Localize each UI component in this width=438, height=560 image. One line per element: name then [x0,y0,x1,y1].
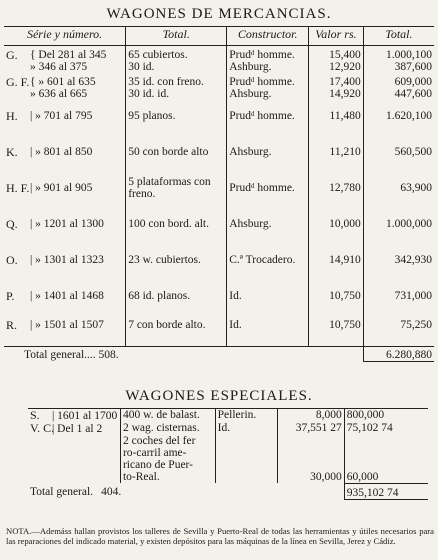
total-cell-line: 30 id. id. [128,88,170,100]
table-row [4,316,434,346]
serie-cell [4,136,126,172]
total-cell [120,435,215,483]
serie-letter: H. [6,109,18,123]
serie-cell [4,46,126,74]
total-amount-cell [363,73,434,100]
valor-cell-line: 11,210 [329,146,361,158]
total-general-text: Total general. [30,486,94,498]
valor-cell [309,100,364,136]
serie-range [30,290,104,302]
table-row [4,172,434,208]
serie-cell [4,100,126,136]
total-cell-line: 2 coches del fer [122,435,196,447]
total-cell-line: ro-carril ame- [122,447,187,459]
serie-letter: V. C. [30,421,55,435]
serie-cell [4,208,126,244]
total-amount-cell: 60,000 [344,435,428,483]
serie-letter: S. [30,408,40,422]
total-cell-line: ricano de Puer- [122,459,193,471]
total-general-count: 404. [101,486,122,498]
serie-range [30,218,104,230]
constructor-cell [227,316,309,346]
total-cell-line: freno. [128,188,156,200]
total-cell-line: 35 id. con freno. [128,76,204,88]
total-cell-line: 68 id. planos. [128,290,191,302]
total-cell [126,208,227,244]
total-general-value: 935,102 74 [344,483,428,499]
valor-cell-line: 12,780 [329,182,361,194]
valor-cell-line: 10,000 [329,218,361,230]
header-serie: Série y número. [4,27,126,46]
serie-range [30,110,92,122]
total-amount-cell-line: 731,000 [394,290,432,302]
total-cell [126,136,227,172]
total-cell-line: 23 w. cubiertos. [128,254,201,266]
total-amount-cell-line: 63,900 [400,182,432,194]
title-wagones-mercancias: WAGONES DE MERCANCIAS. [106,6,332,22]
total-amount-cell-line: 1.620,100 [386,110,432,122]
valor-cell: 30,000 [278,435,345,483]
valor-cell-line: 15,400 [329,49,361,61]
table-row [28,409,428,423]
serie-range [30,49,106,73]
serie-range [30,182,92,194]
table-row [28,435,428,483]
total-amount-cell: 75,102 74 [344,422,428,435]
serie-letter: H. F. [6,181,30,195]
serie-range [30,254,104,266]
total-cell-line: 50 con borde alto [128,146,209,158]
serie-range-line: | » 901 al 905 [30,182,93,194]
header-constructor: Constructor. [227,27,309,46]
constructor-cell [227,136,309,172]
constructor-cell [227,46,309,74]
serie-range-line: | » 1201 al 1300 [30,218,104,230]
serie-letter: R. [6,318,18,332]
total-amount-cell [363,172,434,208]
serie-letter: K. [6,145,18,159]
serie-cell [28,422,120,435]
serie-letter: G. F. [6,75,30,89]
valor-cell: 37,551 27 [278,422,345,435]
constructor-cell [227,280,309,316]
total-cell [120,409,215,423]
table-header [4,27,434,46]
total-amount-cell [363,100,434,136]
total-amount-cell [363,280,434,316]
total-cell-line: 100 con bord. alt. [128,218,209,230]
table-row [4,136,434,172]
valor-cell-line: 11,480 [329,110,361,122]
valor-cell [309,316,364,346]
serie-cell [4,316,126,346]
total-cell-line: 95 planos. [128,110,176,122]
total-amount-cell-line: 342,930 [394,254,432,266]
constructor-cell: Pellerin. [215,409,278,423]
total-amount-cell-line: 609,000 [394,76,432,88]
valor-cell-line: 12,920 [329,61,361,73]
total-cell [126,244,227,280]
table-row [4,244,434,280]
valor-cell [309,244,364,280]
total-amount-cell [363,46,434,74]
total-amount-cell-line: 387,600 [394,61,432,73]
total-amount-cell [363,244,434,280]
valor-cell [309,280,364,316]
total-cell [126,73,227,100]
serie-range-line: { » 601 al 635 [30,76,96,88]
constructor-cell-line: Prudᵈ homme. [229,76,295,88]
table-row [4,100,434,136]
mercancias-table [4,26,434,362]
valor-cell: 8,000 [278,409,345,423]
valor-cell-line: 14,910 [329,254,361,266]
constructor-cell [227,172,309,208]
constructor-cell [227,244,309,280]
total-amount-cell [363,316,434,346]
total-general-label: Total general.... 508. [4,346,363,361]
table-row [4,208,434,244]
total-cell-line: 7 con borde alto. [128,319,206,331]
total-row [4,346,434,361]
serie-range-line: | » 1301 al 1323 [30,254,104,266]
constructor-cell [227,100,309,136]
serie-cell [4,244,126,280]
constructor-cell-line: Prudᵈ homme. [229,49,295,61]
total-cell-line: 2 wag. cisternas. [122,422,200,434]
valor-cell-line: 10,750 [329,319,361,331]
valor-cell-line: 14,920 [329,88,361,100]
total-cell [126,280,227,316]
total-amount-cell-line: 1.000,000 [386,218,432,230]
total-cell [126,316,227,346]
total-cell-line: 30 id. [128,61,155,73]
especiales-table [28,408,428,500]
header-total-amount: Total. [363,27,434,46]
serie-cell [28,435,120,483]
serie-range-line: » 346 al 375 [30,61,88,73]
total-cell [126,172,227,208]
serie-range [30,76,96,100]
serie-letter: O. [6,253,18,267]
header-total: Total. [126,27,227,46]
total-amount-cell-line: 1.000,100 [386,49,432,61]
constructor-cell [215,435,278,483]
valor-cell [309,172,364,208]
serie-range [30,319,104,331]
valor-cell [309,208,364,244]
table-row [4,280,434,316]
serie-letter: G. [6,48,18,62]
constructor-cell-line: C.ª Trocadero. [229,254,296,266]
table-row [4,73,434,100]
serie-range-line: | » 1501 al 1507 [30,319,104,331]
header-valor: Valor rs. [309,27,364,46]
valor-cell [309,136,364,172]
serie-cell [4,73,126,100]
serie-cell [4,280,126,316]
table-row [4,46,434,74]
valor-cell-line: 10,750 [329,290,361,302]
constructor-cell [227,73,309,100]
total-amount-cell [363,136,434,172]
nota-text: NOTA.—Ademáss hallan provistos los talleres de Sevilla y Puerto-Real de todas las herramientas y útiles necesarios para las reparaciones del indicado material, y existen depósitos para las máquinas de la línea en Sevilla, Jerez y Cádiz. [6,526,434,546]
valor-cell [309,73,364,100]
total-cell [120,422,215,435]
total-amount-cell-line: 447,600 [394,88,432,100]
constructor-cell-line: Prudᵈ homme. [229,182,295,194]
serie-cell [28,409,120,423]
serie-cell [4,172,126,208]
constructor-cell-line: Ashburg. [229,61,272,73]
serie-range: | Del 1 al 2 [52,423,103,435]
mercancias-body [4,46,434,362]
total-cell-line: 65 cubiertos. [128,49,188,61]
serie-letter: Q. [6,217,18,231]
total-amount-cell [363,208,434,244]
total-general-value: 6.280,880 [363,346,434,361]
constructor-cell-line: Id. [229,319,242,331]
total-cell-line: 5 plataformas con [128,176,211,188]
constructor-cell [227,208,309,244]
total-amount-cell: 800,000 [344,409,428,423]
serie-range [30,146,92,158]
constructor-cell-line: Ahsburg. [229,146,272,158]
valor-cell-line: 17,400 [329,76,361,88]
valor-cell [309,46,364,74]
serie-range-line: | » 701 al 795 [30,110,93,122]
serie-range-line: { Del 281 al 345 [30,49,107,61]
total-amount-cell-line: 560,500 [394,146,432,158]
total-general-label [28,483,344,499]
serie-letter: P. [6,289,15,303]
total-row [28,483,428,499]
title-wagones-especiales: WAGONES ESPECIALES. [125,388,313,404]
especiales-body [28,409,428,500]
constructor-cell-line: Id. [229,290,242,302]
total-amount-cell-line: 75,250 [400,319,432,331]
serie-range-line: » 636 al 665 [30,88,88,100]
total-cell-line: 400 w. de balast. [122,409,200,421]
serie-range: | 1601 al 1700 [52,410,118,422]
serie-range-line: | » 801 al 850 [30,146,93,158]
total-cell [126,46,227,74]
constructor-cell-line: Prudᵈ homme. [229,110,295,122]
total-cell [126,100,227,136]
constructor-cell: Id. [215,422,278,435]
table-row [28,422,428,435]
total-cell-line: to-Real. [122,471,160,483]
constructor-cell-line: Ahsburg. [229,218,272,230]
constructor-cell-line: Ahsburg. [229,88,272,100]
serie-range-line: | » 1401 al 1468 [30,290,104,302]
